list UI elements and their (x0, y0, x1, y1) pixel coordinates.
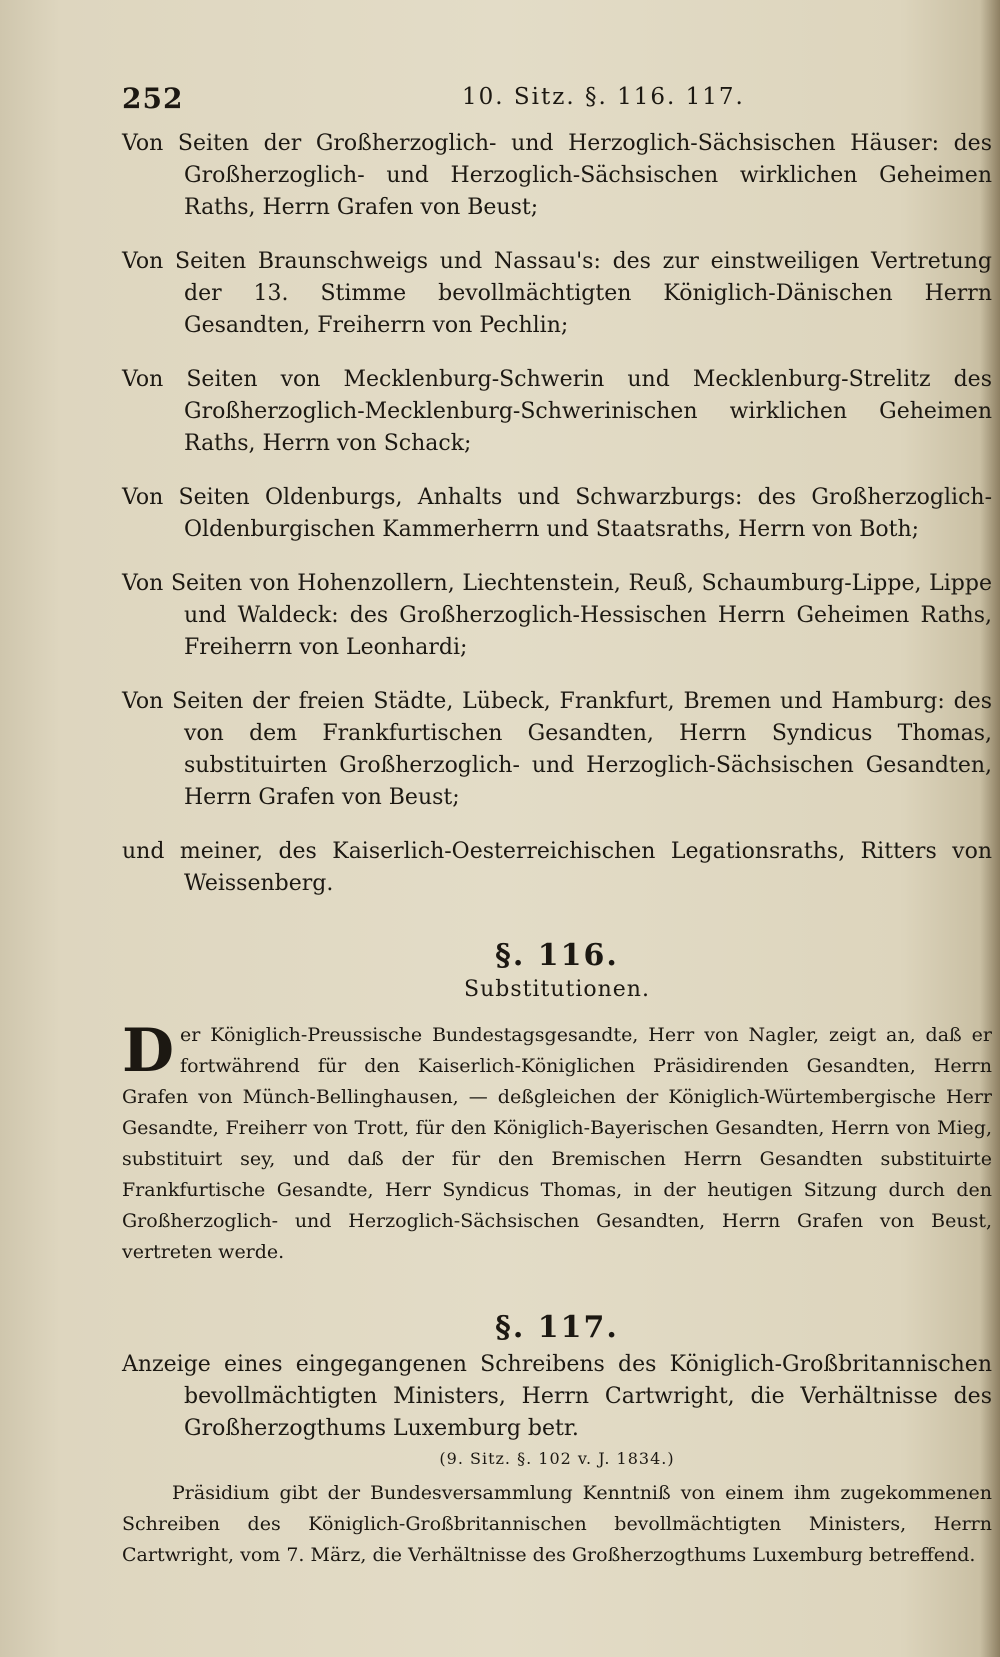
delegate-roster (122, 128, 992, 900)
drop-cap: D (122, 1016, 175, 1086)
section-117-title: Anzeige eines eingegangenen Schreibens des Königlich-Großbritannischen bevollmächtigten Ministers, Herrn Cartwright, die Verhältnisse des Großherzogthums Luxemburg betr. (122, 1352, 992, 1441)
section-116-text: er Königlich-Preussische Bundestagsgesandte, Herr von Nagler, zeigt an, daß er fortwährend für den Kaiserlich-Königlichen Präsidirenden Gesandten, Herrn Grafen von Münch-Bellinghausen, — deßgleichen der Königlich-Würtembergische Herr Gesandte, Freiherr von Trott, für den Königlich-Bayerischen Gesandten, Herrn von Mieg, substituirt sey, und daß der für den Bremischen Herrn Gesandten substituirte Frankfurtische Gesandte, Herr Syndicus Thomas, in der heutigen Sitzung durch den Großherzoglich- und Herzoglich-Sächsischen Gesandten, Herrn Grafen von Beust, vertreten werde. (122, 1024, 992, 1263)
roster-entry: Von Seiten von Hohenzollern, Liechtenstein, Reuß, Schaumburg-Lippe, Lippe und Waldeck: des Großherzoglich-Hessischen Herrn Geheimen Raths, Freiherrn von Leonhardi; (122, 571, 992, 660)
page-number: 252 (122, 82, 184, 115)
running-head: 10. Sitz. §. 116. 117. (462, 84, 745, 110)
section-117-number: §. 117. (495, 1310, 619, 1345)
section-116-title: Substitutionen. (464, 977, 650, 1002)
roster-entry: Von Seiten der freien Städte, Lübeck, Frankfurt, Bremen und Hamburg: des von dem Frankfurtischen Gesandten, Herrn Syndicus Thomas, substituirten Großherzoglich- und Herzoglich-Sächsischen Gesandten, Herrn Grafen von Beust; (122, 689, 992, 810)
section-117-body: Präsidium gibt der Bundesversammlung Kenntniß von einem ihm zugekommenen Schreiben des Königlich-Großbritannischen bevollmächtigten Ministers, Herrn Cartwright, vom 7. März, die Verhältnisse des Großherzogthums Luxemburg betreffend. (122, 1482, 992, 1566)
roster-entry: Von Seiten Braunschweigs und Nassau's: des zur einstweiligen Vertretung der 13. Stimme bevollmächtigten Königlich-Dänischen Herrn Gesandten, Freiherrn von Pechlin; (122, 249, 992, 338)
roster-entry: und meiner, des Kaiserlich-Oesterreichischen Legationsraths, Ritters von Weissenberg. (122, 839, 992, 896)
roster-entry: Von Seiten Oldenburgs, Anhalts und Schwarzburgs: des Großherzoglich-Oldenburgischen Kammerherrn und Staatsraths, Herrn von Both; (122, 485, 992, 542)
section-116 (122, 938, 992, 1268)
section-117-citation: (9. Sitz. §. 102 v. J. 1834.) (439, 1449, 675, 1468)
roster-entry: Von Seiten der Großherzoglich- und Herzoglich-Sächsischen Häuser: des Großherzoglich- und Herzoglich-Sächsischen wirklichen Geheimen Raths, Herrn Grafen von Beust; (122, 131, 992, 220)
section-116-number: §. 116. (495, 938, 619, 973)
section-116-body (122, 1016, 992, 1268)
page-body (122, 128, 992, 1571)
section-117 (122, 1310, 992, 1571)
page-header (122, 82, 812, 122)
roster-entry: Von Seiten von Mecklenburg-Schwerin und Mecklenburg-Strelitz des Großherzoglich-Mecklenburg-Schwerinischen wirklichen Geheimen Raths, Herrn von Schack; (122, 367, 992, 456)
